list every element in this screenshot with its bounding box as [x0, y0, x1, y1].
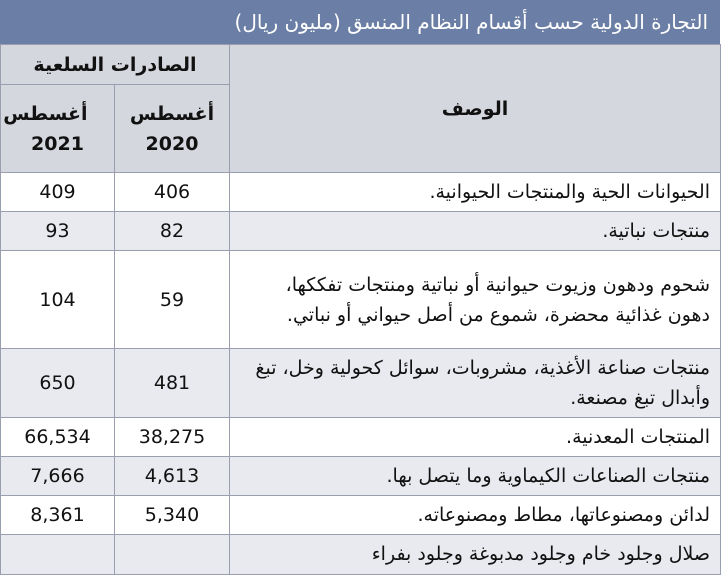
table-row	[1, 173, 721, 212]
row-description: منتجات نباتية.	[230, 212, 721, 251]
header-description: الوصف	[230, 45, 721, 173]
row-description: صلال وجلود خام وجلود مدبوغة وجلود بفراء	[230, 535, 721, 575]
value-aug-2021: 8,361	[1, 496, 115, 535]
value-aug-2020	[115, 535, 230, 575]
header-aug-2021: أغسطس 2021	[1, 85, 115, 173]
header-exports-group: الصادرات السلعية	[1, 45, 230, 85]
table-row	[1, 349, 721, 418]
table-row	[1, 251, 721, 349]
row-description: شحوم ودهون وزيوت حيوانية أو نباتية ومنتجات تفككها، دهون غذائية محضرة، شموع من أصل حيواني أو نباتي.	[230, 251, 721, 349]
value-aug-2021: 93	[1, 212, 115, 251]
table-row	[1, 535, 721, 575]
value-aug-2021: 7,666	[1, 457, 115, 496]
table-row	[1, 212, 721, 251]
table-row	[1, 496, 721, 535]
value-aug-2020: 38,275	[115, 418, 230, 457]
value-aug-2020: 406	[115, 173, 230, 212]
table-row	[1, 418, 721, 457]
value-aug-2021: 66,534	[1, 418, 115, 457]
value-aug-2021: 104	[1, 251, 115, 349]
trade-table	[0, 44, 721, 575]
row-description: المنتجات المعدنية.	[230, 418, 721, 457]
row-description: الحيوانات الحية والمنتجات الحيوانية.	[230, 173, 721, 212]
value-aug-2020: 4,613	[115, 457, 230, 496]
value-aug-2021	[1, 535, 115, 575]
value-aug-2021: 650	[1, 349, 115, 418]
row-description: لدائن ومصنوعاتها، مطاط ومصنوعاته.	[230, 496, 721, 535]
value-aug-2021: 409	[1, 173, 115, 212]
header-aug-2020: أغسطس 2020	[115, 85, 230, 173]
value-aug-2020: 5,340	[115, 496, 230, 535]
value-aug-2020: 481	[115, 349, 230, 418]
table-row	[1, 457, 721, 496]
value-aug-2020: 59	[115, 251, 230, 349]
value-aug-2020: 82	[115, 212, 230, 251]
table-title: التجارة الدولية حسب أقسام النظام المنسق (مليون ريال)	[0, 0, 720, 44]
row-description: منتجات الصناعات الكيماوية وما يتصل بها.	[230, 457, 721, 496]
row-description: منتجات صناعة الأغذية، مشروبات، سوائل كحولية وخل، تبغ وأبدال تبغ مصنعة.	[230, 349, 721, 418]
